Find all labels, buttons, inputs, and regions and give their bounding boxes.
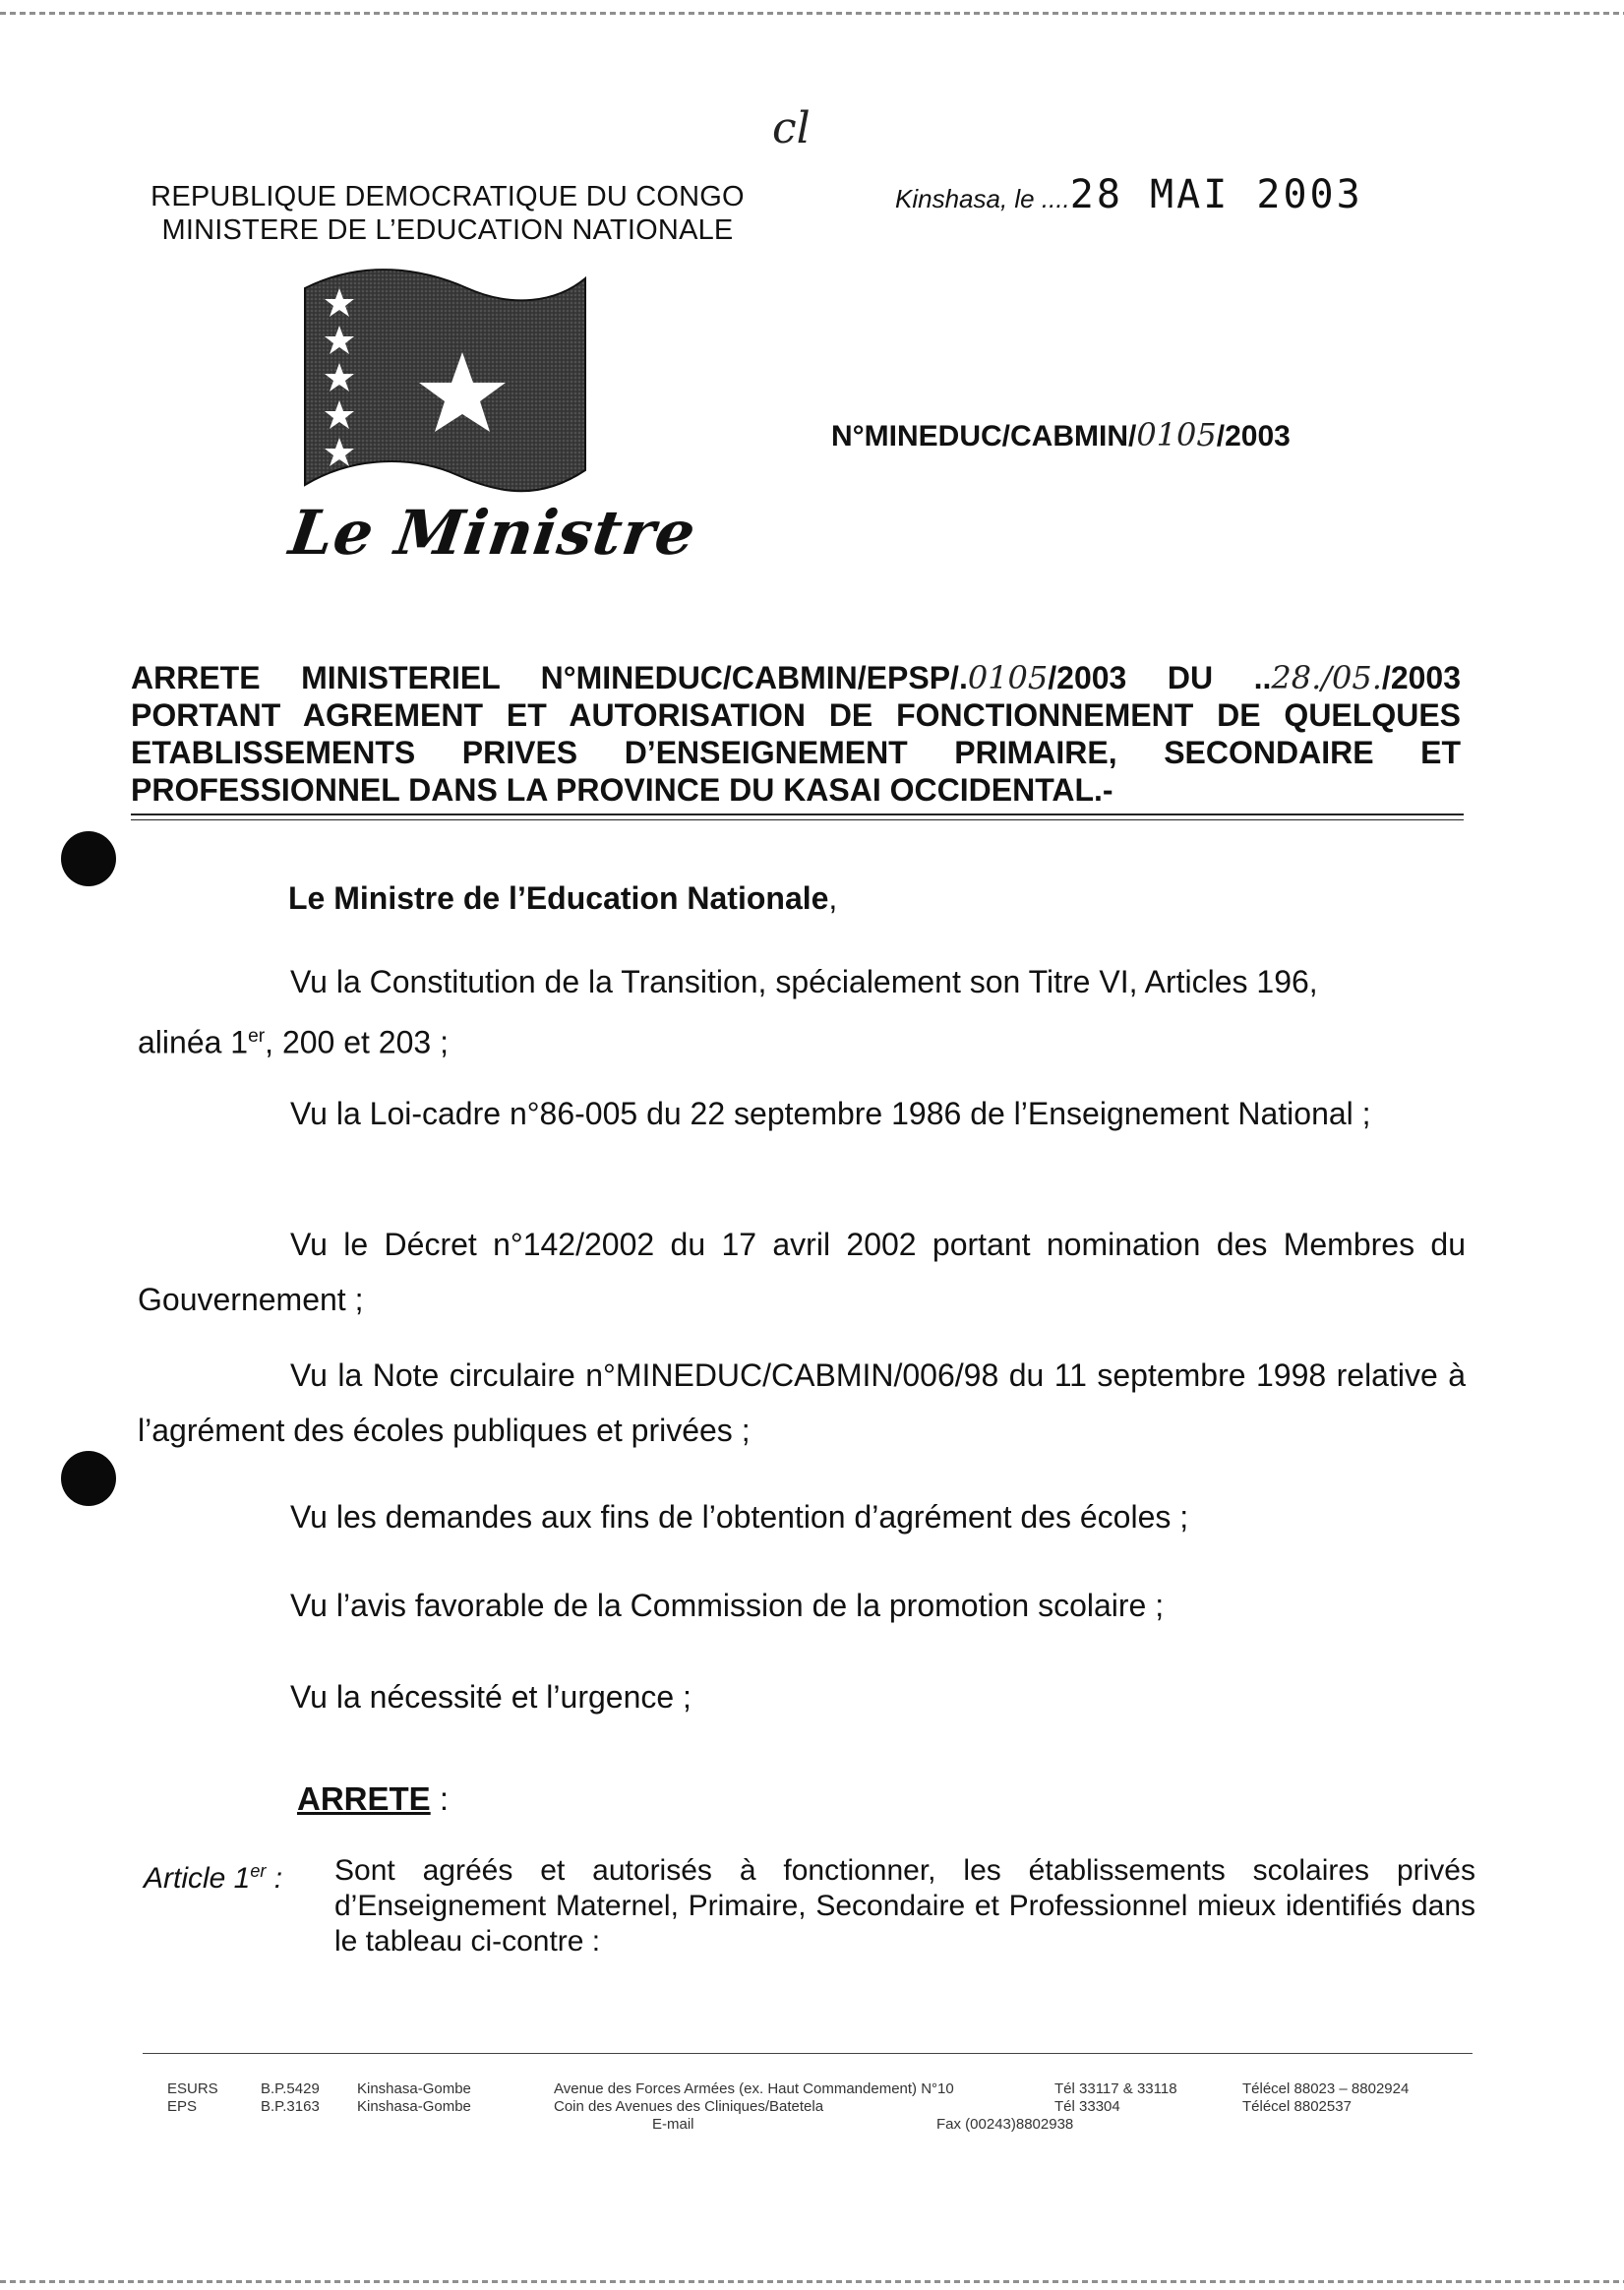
- article-1-text: Sont agréés et autorisés à fonctionner, les établissements scolaires privés d’Enseignement Maternel, Primaire, Secondaire et Professionnel mieux identifiés dans le tableau ci-contre :: [334, 1854, 1475, 1958]
- ministry-name: MINISTERE DE L’EDUCATION NATIONALE: [161, 214, 734, 246]
- title-line-4: PROFESSIONNEL DANS LA PROVINCE DU KASAI OCCIDENTAL.-: [131, 772, 1113, 808]
- consideration-demandes: Vu les demandes aux fins de l’obtention d’agrément des écoles ;: [290, 1499, 1189, 1535]
- title-rule-top: [131, 814, 1464, 815]
- handwritten-arrete-date: 28./05.: [1271, 659, 1382, 696]
- title-rule-bottom: [131, 819, 1464, 820]
- footer-po-boxes: B.P.5429 B.P.3163: [261, 2080, 320, 2115]
- country-name: REPUBLIQUE DEMOCRATIQUE DU CONGO: [150, 181, 745, 212]
- title-line-3: ETABLISSEMENTS PRIVES D’ENSEIGNEMENT PRIMAIRE, SECONDAIRE ET: [131, 735, 1461, 770]
- scan-artifact-bottom: [0, 2280, 1624, 2283]
- minister-signature-title: Le Ministre: [284, 497, 701, 569]
- handwritten-arrete-number: 0105: [967, 659, 1049, 696]
- consideration-urgence: Vu la nécessité et l’urgence ;: [290, 1679, 692, 1715]
- consideration-constitution: Vu la Constitution de la Transition, spécialement son Titre VI, Articles 196, alinéa 1er, 200 et 203 ;: [138, 964, 1318, 1060]
- document-title: [131, 659, 1461, 809]
- minister-heading: Le Ministre de l’Education Nationale,: [288, 880, 838, 916]
- letterhead: [133, 180, 762, 247]
- date-prefix: Kinshasa, le: [895, 184, 1035, 213]
- footer-rule: [143, 2053, 1473, 2054]
- consideration-loi-cadre: Vu la Loi-cadre n°86-005 du 22 septembre 1986 de l’Enseignement National ;: [290, 1096, 1371, 1131]
- date-line: Kinshasa, le ....28 MAI 2003: [895, 172, 1363, 217]
- title-line-2: PORTANT AGREMENT ET AUTORISATION DE FONCTIONNEMENT DE QUELQUES: [131, 697, 1461, 733]
- consideration-note-circulaire: Vu la Note circulaire n°MINEDUC/CABMIN/006/98 du 11 septembre 1998 relative à l’agrément des écoles publiques et privées ;: [138, 1357, 1466, 1448]
- scan-artifact-top: [0, 12, 1624, 15]
- article-1-label: Article 1er :: [144, 1861, 283, 1895]
- reference-number: N°MINEDUC/CABMIN/0105/2003: [831, 416, 1291, 453]
- punch-hole-bottom: [61, 1451, 116, 1506]
- footer-cities: Kinshasa-Gombe Kinshasa-Gombe: [357, 2080, 471, 2115]
- handwritten-ref-number: 0105: [1136, 416, 1217, 453]
- consideration-decret: Vu le Décret n°142/2002 du 17 avril 2002 portant nomination des Membres du Gouvernement ;: [138, 1227, 1466, 1317]
- title-line-1: ARRETE MINISTERIEL N°MINEDUC/CABMIN/EPSP/.0105/2003 DU ..28./05./2003: [131, 659, 1461, 696]
- footer-services: ESURS EPS: [167, 2080, 218, 2115]
- footer-phones: Tél 33117 & 33118 Tél 33304 Fax (00243)8802938: [936, 2080, 1177, 2133]
- flag-emblem: [295, 259, 595, 507]
- arrete-heading: ARRETE :: [297, 1780, 450, 1817]
- date-stamp: 28 MAI 2003: [1069, 172, 1363, 217]
- footer-mobiles: Télécel 88023 – 8802924 Télécel 8802537: [1242, 2080, 1410, 2115]
- consideration-avis: Vu l’avis favorable de la Commission de la promotion scolaire ;: [290, 1588, 1165, 1623]
- footer-address: Avenue des Forces Armées (ex. Haut Commandement) N°10 Coin des Avenues des Cliniques/Batetela E-mail: [554, 2080, 954, 2133]
- punch-hole-top: [61, 831, 116, 886]
- handwritten-initial: cl: [772, 103, 811, 153]
